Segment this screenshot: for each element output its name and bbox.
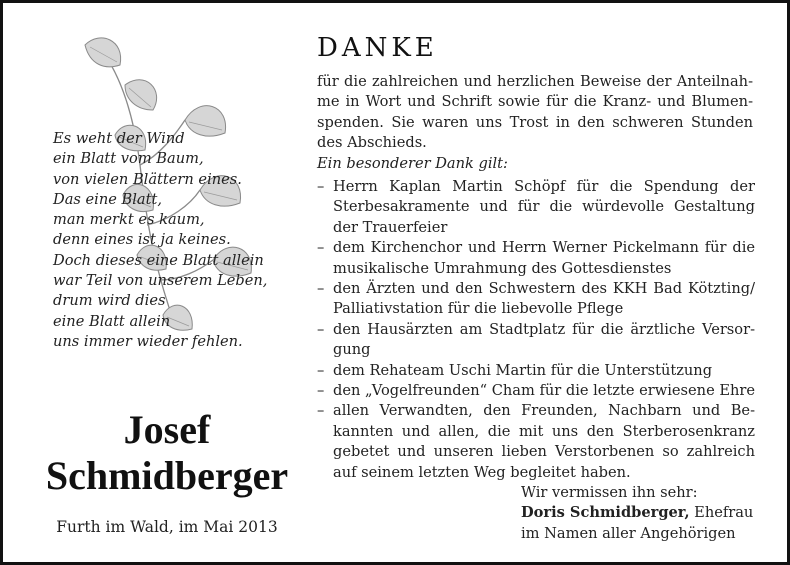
list-item-text: den Ärzten und den Schwestern des KKH Bad Kötzting/ Palliativstation für die liebevolle Pflege — [333, 280, 755, 318]
list-item — [317, 279, 755, 320]
signer-name: Doris Schmidberger, — [521, 504, 690, 522]
dash-marker: – — [317, 239, 325, 257]
list-item-text: den „Vogelfreunden“ Cham für die letzte erwiesene Ehre — [333, 382, 756, 400]
closing-line: Wir vermissen ihn sehr: — [521, 484, 698, 501]
list-item-text: allen Verwandten, den Freunden, Nachbarn und Bekannten und allen, die mit uns den Sterberosenkranz gebetet und unseren lieben Verstorbenen so zahlreich auf seinem letzten Weg begleitet haben. — [333, 402, 755, 481]
list-item-text: dem Rehateam Uschi Martin für die Unterstützung — [333, 361, 713, 379]
poem-line: Es weht der Wind — [53, 130, 185, 147]
poem-line: denn eines ist ja keines. — [53, 231, 231, 249]
deceased-name — [3, 407, 331, 499]
thanks-list — [317, 177, 755, 483]
signer-line — [521, 503, 761, 523]
dash-marker: – — [317, 361, 325, 379]
list-item-text: den Hausärzten am Stadtplatz für die ärztliche Versorgung — [333, 320, 755, 359]
poem-line: Das eine Blatt, — [53, 190, 162, 208]
dash-marker: – — [317, 402, 325, 420]
poem-line: uns immer wieder fehlen. — [53, 332, 243, 350]
dash-marker: – — [317, 320, 325, 338]
last-name: Schmidberger — [45, 453, 289, 498]
list-item — [317, 320, 755, 361]
first-name: Josef — [123, 407, 211, 452]
subheading: Ein besonderer Dank gilt: — [317, 155, 508, 172]
signer-relation: Ehefrau — [689, 504, 754, 522]
list-item-text: Herrn Kaplan Martin Schöpf für die Spendung der Sterbesakramente und für die würdevolle Gestaltung der Trauerfeier — [333, 178, 755, 236]
poem-line: drum wird dies — [53, 292, 166, 310]
poem-line: Doch dieses eine Blatt allein — [53, 251, 264, 269]
dash-marker: – — [317, 280, 325, 298]
dash-marker: – — [317, 178, 325, 195]
poem-line: war Teil von unserem Leben, — [53, 272, 268, 290]
family-line: im Namen aller Angehörigen — [521, 524, 736, 542]
list-item — [317, 238, 755, 279]
dash-marker: – — [317, 382, 325, 400]
list-item — [317, 177, 755, 238]
place-date: Furth im Wald, im Mai 2013 — [56, 518, 278, 536]
poem-line: man merkt es kaum, — [53, 211, 205, 229]
list-item — [317, 361, 755, 381]
list-item — [317, 401, 755, 483]
poem-line: von vielen Blättern eines. — [53, 170, 242, 188]
list-item-text: dem Kirchenchor und Herrn Werner Pickelmann für die musikalische Umrahmung des Gottesdienstes — [333, 239, 755, 277]
closing-signature — [521, 483, 761, 544]
heading: DANKE — [317, 33, 438, 63]
list-item — [317, 381, 755, 401]
poem-line: eine Blatt allein — [53, 312, 171, 330]
poem — [53, 129, 313, 352]
poem-line: ein Blatt vom Baum, — [53, 150, 204, 168]
intro-text: für die zahlreichen und herzlichen Beweise der Anteilnahme in Wort und Schrift sowie für die Kranz- und Blumenspenden. Sie waren uns Trost in den schweren Stunden des Abschieds. — [317, 73, 753, 152]
